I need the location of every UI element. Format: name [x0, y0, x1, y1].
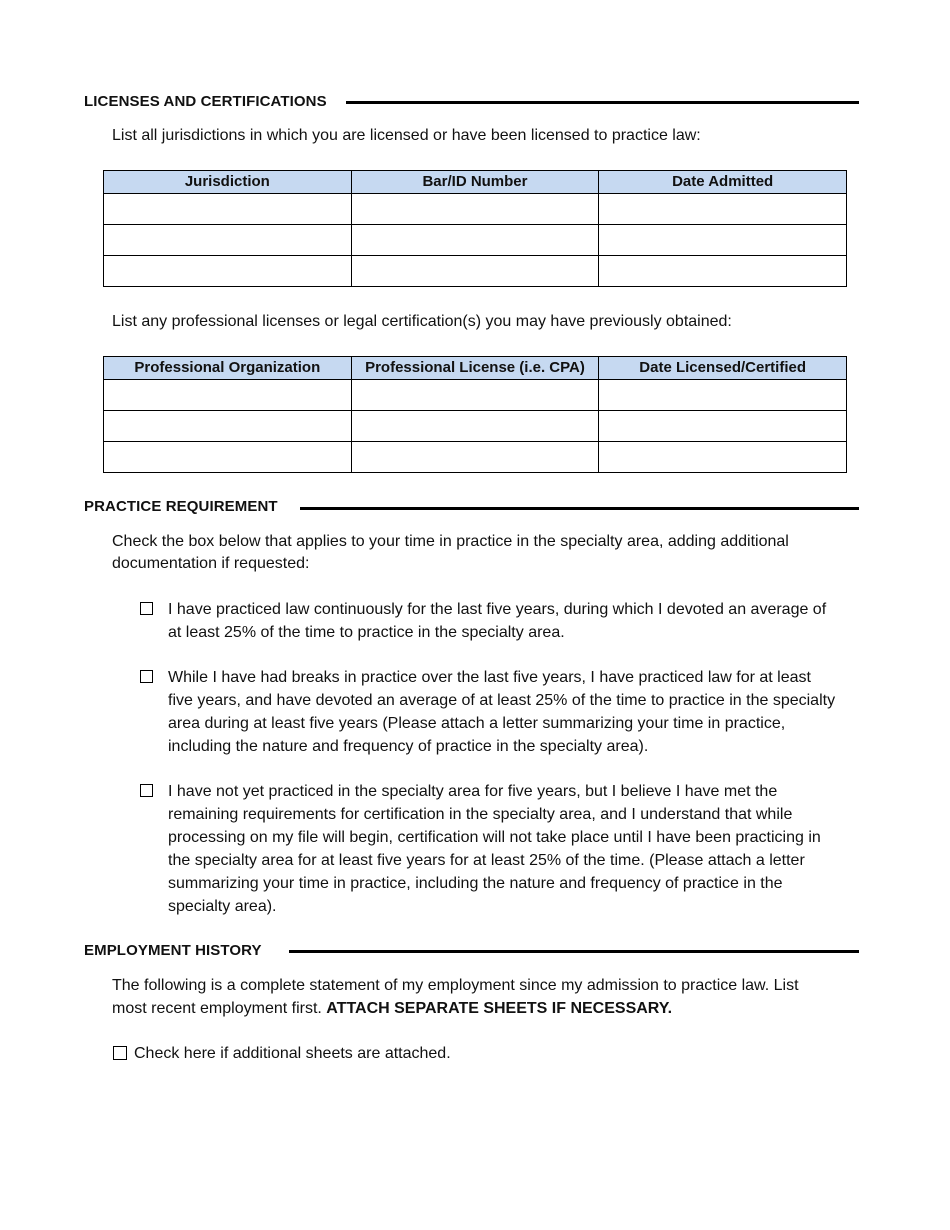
bar-id-cell[interactable] [351, 256, 599, 287]
license-cell[interactable] [351, 380, 599, 411]
bar-id-cell[interactable] [351, 225, 599, 256]
practice-option-2[interactable] [140, 666, 840, 758]
checkbox[interactable] [140, 602, 153, 615]
practice-option-3[interactable] [140, 780, 840, 918]
jurisdiction-cell[interactable] [104, 256, 352, 287]
checkbox[interactable] [140, 670, 153, 683]
organization-cell[interactable] [104, 411, 352, 442]
column-header-bar-id-number: Bar/ID Number [351, 171, 599, 194]
jurisdiction-table [103, 170, 847, 287]
jurisdiction-cell[interactable] [104, 225, 352, 256]
date-licensed-cell[interactable] [599, 380, 847, 411]
column-header-professional-license: Professional License (i.e. CPA) [351, 357, 599, 380]
column-header-date-admitted: Date Admitted [599, 171, 847, 194]
date-licensed-cell[interactable] [599, 442, 847, 473]
employment-instruction [112, 974, 832, 1020]
date-licensed-cell[interactable] [599, 411, 847, 442]
jurisdiction-cell[interactable] [104, 194, 352, 225]
date-admitted-cell[interactable] [599, 256, 847, 287]
employment-intro-text: The following is a complete statement of my employment since my admission to practice law. List most recent employment first. [112, 977, 799, 1017]
option-label: I have not yet practiced in the specialty area for five years, but I believe I have met the remaining requirements for certification in the specialty area, and I understand that while processing on my file will begin, certification will not take place until I have been practicing in the specialty area for at least five years for at least 25% of the time. (Please attach a letter summarizing your time in practice, including the nature and frequency of practice in the specialty area). [168, 783, 821, 915]
column-header-jurisdiction: Jurisdiction [104, 171, 352, 194]
column-header-professional-organization: Professional Organization [104, 357, 352, 380]
organization-cell[interactable] [104, 442, 352, 473]
section-rule [300, 507, 859, 510]
jurisdictions-instruction: List all jurisdictions in which you are licensed or have been licensed to practice law: [112, 127, 701, 144]
table-header-row [104, 357, 847, 380]
attach-sheets-notice: ATTACH SEPARATE SHEETS IF NECESSARY. [326, 1000, 673, 1017]
checkbox[interactable] [113, 1046, 127, 1060]
table-row [104, 194, 847, 225]
organization-cell[interactable] [104, 380, 352, 411]
option-label: I have practiced law continuously for the last five years, during which I devoted an average of at least 25% of the time to practice in the specialty area. [168, 601, 827, 641]
license-cell[interactable] [351, 411, 599, 442]
practice-option-1[interactable] [140, 598, 840, 644]
professional-license-table [103, 356, 847, 473]
license-cell[interactable] [351, 442, 599, 473]
table-header-row [104, 171, 847, 194]
checkbox[interactable] [140, 784, 153, 797]
section-heading-practice: PRACTICE REQUIREMENT [84, 498, 278, 515]
table-row [104, 225, 847, 256]
additional-sheets-option[interactable] [112, 1043, 451, 1065]
table-row [104, 411, 847, 442]
professional-licenses-instruction: List any professional licenses or legal certification(s) you may have previously obtained: [112, 313, 732, 330]
section-heading-employment: EMPLOYMENT HISTORY [84, 942, 262, 959]
section-rule [346, 101, 859, 104]
bar-id-cell[interactable] [351, 194, 599, 225]
section-heading-licenses: LICENSES AND CERTIFICATIONS [84, 93, 327, 110]
table-row [104, 380, 847, 411]
table-row [104, 256, 847, 287]
additional-sheets-label: Check here if additional sheets are attached. [134, 1045, 451, 1062]
table-row [104, 442, 847, 473]
date-admitted-cell[interactable] [599, 225, 847, 256]
section-rule [289, 950, 859, 953]
date-admitted-cell[interactable] [599, 194, 847, 225]
option-label: While I have had breaks in practice over the last five years, I have practiced law for at least five years, and have devoted an average of at least 25% of the time to practice in the specialty area during at least five years (Please attach a letter summarizing your time in practice, including the nature and frequency of practice in the specialty area). [168, 669, 836, 755]
column-header-date-licensed: Date Licensed/Certified [599, 357, 847, 380]
practice-instruction: Check the box below that applies to your time in practice in the specialty area, adding additional documentation if requested: [112, 533, 789, 572]
